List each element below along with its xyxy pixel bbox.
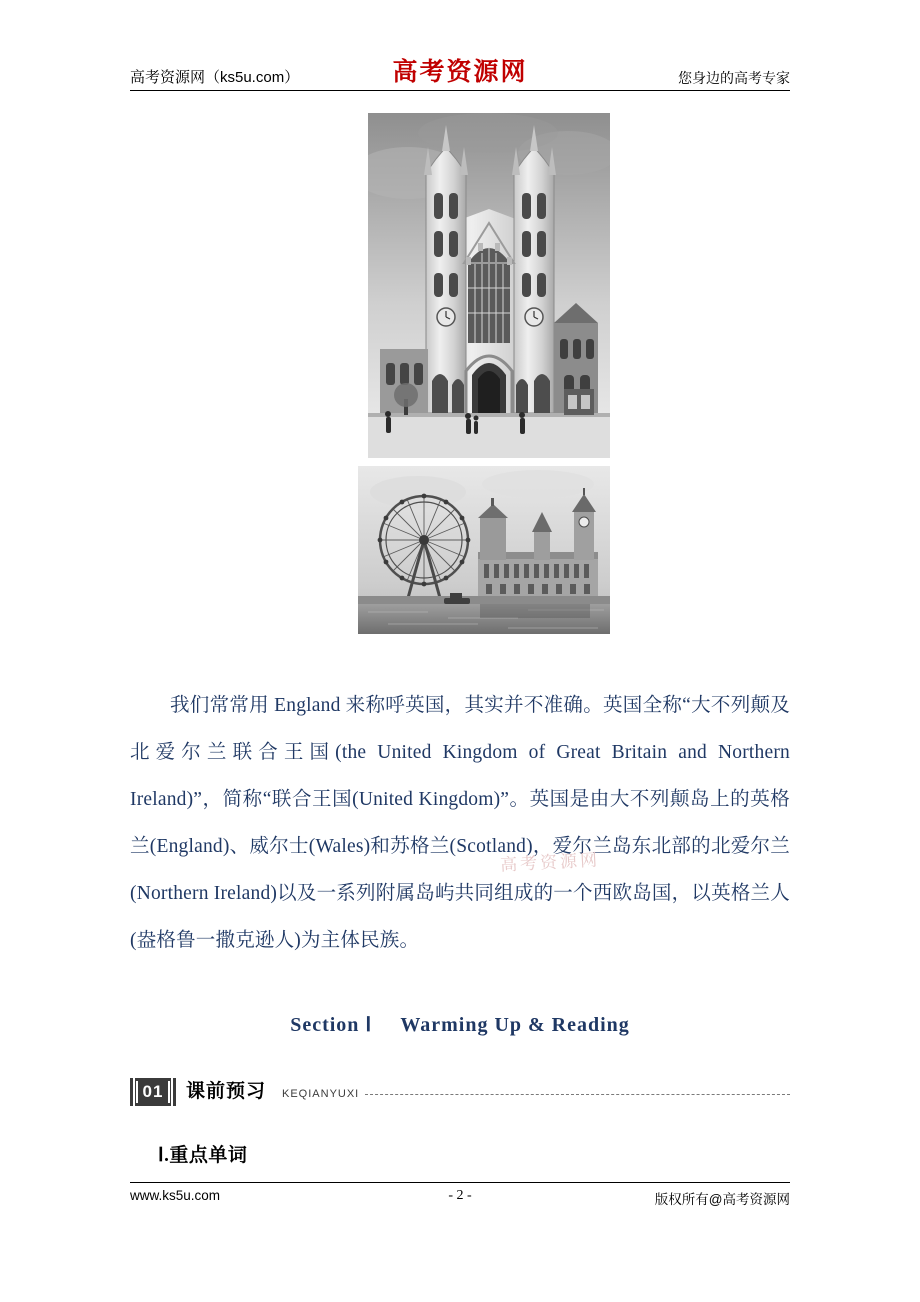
header-tagline: 您身边的高考专家 xyxy=(678,70,790,86)
section-label: Section Ⅰ xyxy=(290,1014,373,1036)
london-eye-parliament-image xyxy=(358,466,610,634)
banner-pinyin-label: KEQIANYUXI xyxy=(282,1088,360,1100)
footer-divider xyxy=(130,1182,790,1183)
lesson-banner xyxy=(130,1078,790,1112)
intro-paragraph: 我们常常用 England 来称呼英国，其实并不准确。英国全称“大不列颠及北爱尔兰联合王国(the United Kingdom of Great Britain and Northern Ireland)”，简称“联合王国(United Kingdom)”。英国是由大不列颠岛上的英格兰(England)、威尔士(Wales)和苏格兰(Scotland)，爱尔兰岛东北部的北爱尔兰(Northern Ireland)以及一系列附属岛屿共同组成的一个西欧岛国，以英格兰人(盎格鲁一撒克逊人)为主体民族。 xyxy=(130,695,790,951)
footer-copyright: 版权所有@高考资源网 xyxy=(654,1192,790,1207)
footer-page-number: - 2 - xyxy=(448,1188,472,1203)
header-site-name: 高考资源网（ks5u.com） xyxy=(130,69,300,86)
section-heading xyxy=(130,1012,790,1037)
page-footer xyxy=(130,1188,790,1210)
header-divider xyxy=(130,90,790,91)
header-brand-title: 高考资源网 xyxy=(392,59,528,86)
watermark-text: 高考资源网 xyxy=(499,850,601,875)
subsection-heading: Ⅰ.重点单词 xyxy=(158,1145,248,1166)
section-title-text: Warming Up & Reading xyxy=(400,1014,630,1036)
banner-chinese-label: 课前预习 xyxy=(186,1081,267,1102)
westminster-abbey-image xyxy=(368,113,610,458)
page-header xyxy=(130,52,790,94)
banner-dashed-rule xyxy=(365,1094,790,1095)
footer-site-url: www.ks5u.com xyxy=(130,1188,221,1203)
banner-number: 01 xyxy=(130,1078,176,1106)
